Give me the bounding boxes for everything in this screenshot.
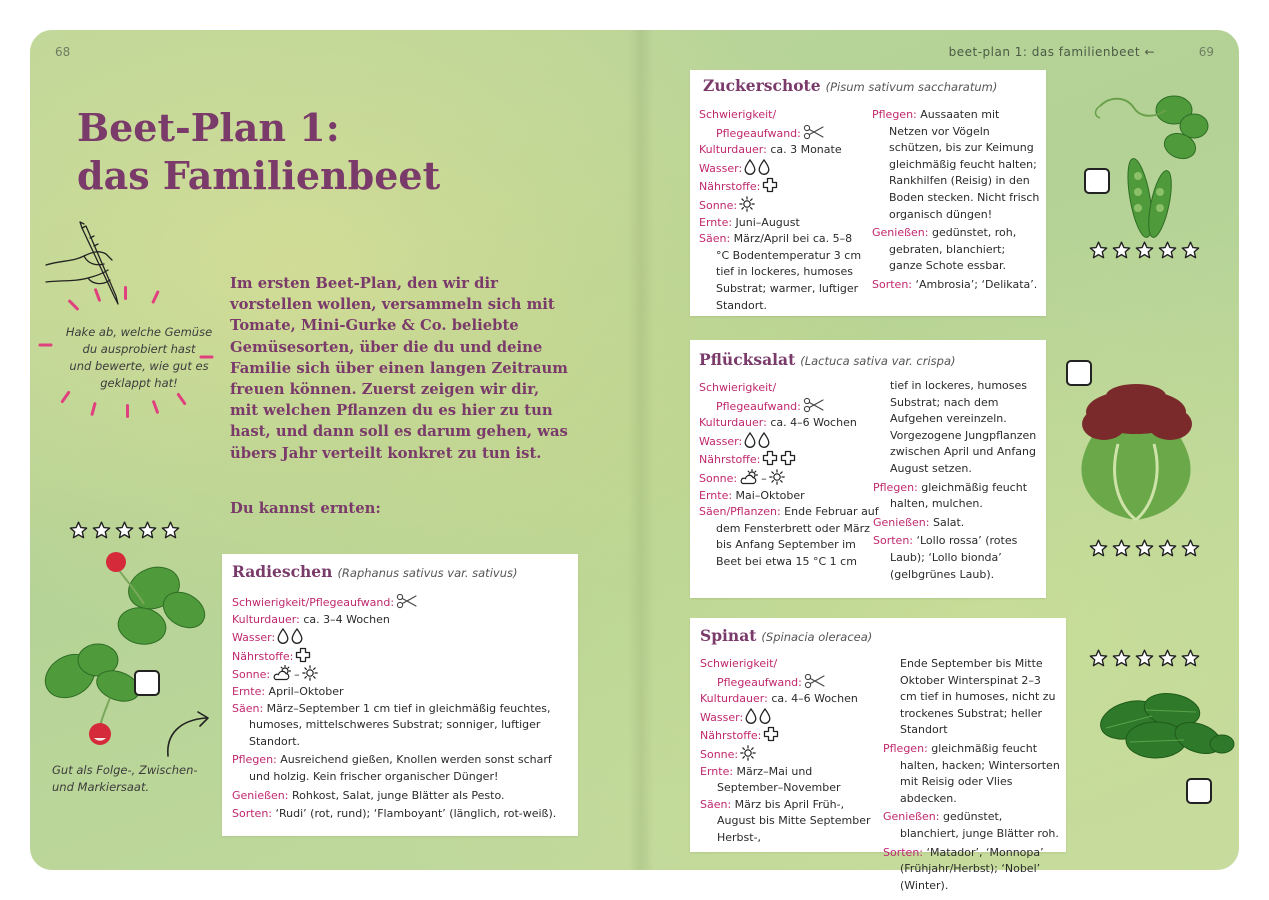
star-icon[interactable] [1088,240,1109,261]
pea-image [1070,86,1220,236]
cloud-sun-icon [739,469,761,485]
card-latin-name: (Lactuca sativa var. crispa) [800,354,956,368]
checkbox-radieschen[interactable] [134,670,160,696]
hand-pen-icon [44,220,144,310]
scissors-icon [803,124,825,140]
water-drop-icon [758,159,770,175]
card-title: Radieschen [232,562,333,581]
water-drop-icon [758,432,770,448]
radish-note: Gut als Folge-, Zwischen- und Markiersaat. [52,763,198,794]
harvest-label: Du kannst ernten: [230,500,381,517]
tick-mark [176,392,186,405]
nutrient-cross-icon [762,450,778,466]
sun-icon [302,665,318,681]
running-head: beet-plan 1: das familienbeet ← [948,45,1155,59]
star-icon[interactable] [1134,648,1155,669]
tick-mark [90,402,97,416]
rating-stars-pfluecksalat[interactable] [1088,538,1201,559]
tick-mark [39,344,53,347]
card-title: Pflücksalat [699,350,796,369]
nutrient-cross-icon [780,450,796,466]
star-icon[interactable] [1157,648,1178,669]
star-icon[interactable] [1157,240,1178,261]
title-line-2: das Familienbeet [77,153,441,198]
card-spinat: Spinat (Spinacia oleracea) Schwierigkeit/ Pflegeaufwand: Kulturdauer: ca. 4–6 Wochen Wasser: Nährstoffe: Sonne: Ernte: März–Mai und September–November Säen: März bis April Früh-, August bis Mitte September Herbst-, Ende September bis Mitte Oktober Winterspinat 2–3 cm tief in humoses, nicht zu trockenes Substrat; heller Standort Pflegen: gleichmäßig feucht halten, hacken; Wintersorten mit Reisig oder Vlies abdecken. Genießen: gedünstet, blanchiert, junge Blätter roh. Sorten: ‘Matador’, ‘Monnopa’ (Frühjahr/Herbst); ‘Nobel’ (Winter). [690,618,1066,852]
tick-mark [151,290,160,304]
water-drop-icon [745,708,757,724]
gutter-shadow [628,30,654,870]
water-drop-icon [744,432,756,448]
star-icon[interactable] [1157,538,1178,559]
card-latin-name: (Spinacia oleracea) [761,630,873,644]
page-number-left: 68 [55,45,71,59]
book-spread [30,30,1239,892]
star-icon[interactable] [1111,648,1132,669]
spinach-image [1086,680,1236,770]
star-icon[interactable] [1180,240,1201,261]
card-radieschen: Radieschen (Raphanus sativus var. sativus) Schwierigkeit/Pflegeaufwand: Kulturdauer: ca. 3–4 Wochen Wasser: Nährstoffe: Sonne: – Ernte: April–Oktober Säen: März–September 1 cm tief in gleichmäßig feuchtes, humoses, mittelschweres Substrat; sonniger, luftiger Standort. Pflegen: Ausreichend gießen, Knollen werden sonst scharf und holzig. Kein frischer organischer Dünger! Genießen: Rohkost, Salat, junge Blätter als Pesto. Sorten: ‘Rudi’ (rot, rund); ‘Flamboyant’ (länglich, rot-weiß). [222,554,578,836]
nutrient-cross-icon [763,726,779,742]
water-drop-icon [291,628,303,644]
scissors-icon [804,673,826,689]
card-latin-name: (Raphanus sativus var. sativus) [337,566,518,580]
star-icon[interactable] [91,520,112,541]
nutrient-cross-icon [762,177,778,193]
page-title [77,104,497,200]
sun-icon [739,196,755,212]
star-icon[interactable] [68,520,89,541]
tick-mark [152,400,160,414]
star-icon[interactable] [1111,240,1132,261]
star-icon[interactable] [137,520,158,541]
rating-stars-zuckerschote[interactable] [1088,240,1201,261]
scissors-icon [803,397,825,413]
tick-note: Hake ab, welche Gemüse du ausprobiert hast und bewerte, wie gut es geklappt hat! [65,325,213,390]
card-latin-name: (Pisum sativum saccharatum) [825,80,998,94]
sun-icon [769,469,785,485]
star-icon[interactable] [1088,538,1109,559]
tick-mark [124,286,127,300]
nutrient-cross-icon [295,647,311,663]
star-icon[interactable] [1111,538,1132,559]
checkbox-spinat[interactable] [1186,778,1212,804]
checkbox-zuckerschote[interactable] [1084,168,1110,194]
rating-stars-spinat[interactable] [1088,648,1201,669]
sun-icon [740,745,756,761]
page-number-right: 69 [1198,45,1214,59]
star-icon[interactable] [1180,538,1201,559]
star-icon[interactable] [114,520,135,541]
star-icon[interactable] [1088,648,1109,669]
tick-mark [60,390,70,403]
scissors-icon [396,593,418,609]
water-drop-icon [277,628,289,644]
star-icon[interactable] [1134,538,1155,559]
card-zuckerschote: Zuckerschote (Pisum sativum saccharatum) Schwierigkeit/ Pflegeaufwand: Kulturdauer: ca. 3 Monate Wasser: Nährstoffe: Sonne: Ernte: Juni–August Säen: März/April bei ca. 5–8 °C Bodentemperatur 3 cm tief in lockeres, humoses Substrat; warmer, luftiger Standort. Pflegen: Aussaaten mit Netzen vor Vögeln schützen, bis zur Keimung gleichmäßig feucht halten; Rankhilfen (Reisig) in den Boden stecken. Nicht frisch organisch düngen! Genießen: gedünstet, roh, gebraten, blanchiert; ganze Schote essbar. Sorten: ‘Ambrosia’; ‘Delikata’. [690,70,1046,316]
lettuce-image [1054,384,1218,524]
water-drop-icon [744,159,756,175]
star-icon[interactable] [160,520,181,541]
cloud-sun-icon [272,665,294,681]
title-line-1: Beet-Plan 1: [77,105,340,150]
card-title: Zuckerschote [703,76,821,95]
rating-stars-radieschen[interactable] [68,520,181,541]
tick-mark [126,404,129,418]
card-title: Spinat [700,626,757,645]
star-icon[interactable] [1134,240,1155,261]
intro-text: Im ersten Beet-Plan, den wir dir vorstellen wollen, versammeln sich mit Tomate, Mini-Gurke & Co. beliebte Gemüsesorten, über die du und deine Familie sich über einen langen Zeitraum freuen können. Zuerst zeigen wir dir, mit welchen Pflanzen du es hier zu tun hast, und dann soll es darum gehen, was übers Jahr verteilt konkret zu tun ist. [230,275,568,462]
star-icon[interactable] [1180,648,1201,669]
arrow-icon [162,710,218,760]
card-pfluecksalat: Pflücksalat (Lactuca sativa var. crispa) Schwierigkeit/ Pflegeaufwand: Kulturdauer: ca. 4–6 Wochen Wasser: Nährstoffe: Sonne: – Ernte: Mai–Oktober Säen/Pflanzen: Ende Februar auf dem Fensterbrett oder März bis Anfang September im Beet bei etwa 15 °C 1 cm tief in lockeres, humoses Substrat; nach dem Aufgehen vereinzeln. Vorgezogene Jungpflanzen zwischen April und Anfang August setzen. Pflegen: gleichmäßig feucht halten, mulchen. Genießen: Salat. Sorten: ‘Lollo rossa’ (rotes Laub); ‘Lollo bionda’ (gelbgrünes Laub). [690,340,1046,598]
checkbox-pfluecksalat[interactable] [1066,360,1092,386]
water-drop-icon [759,708,771,724]
